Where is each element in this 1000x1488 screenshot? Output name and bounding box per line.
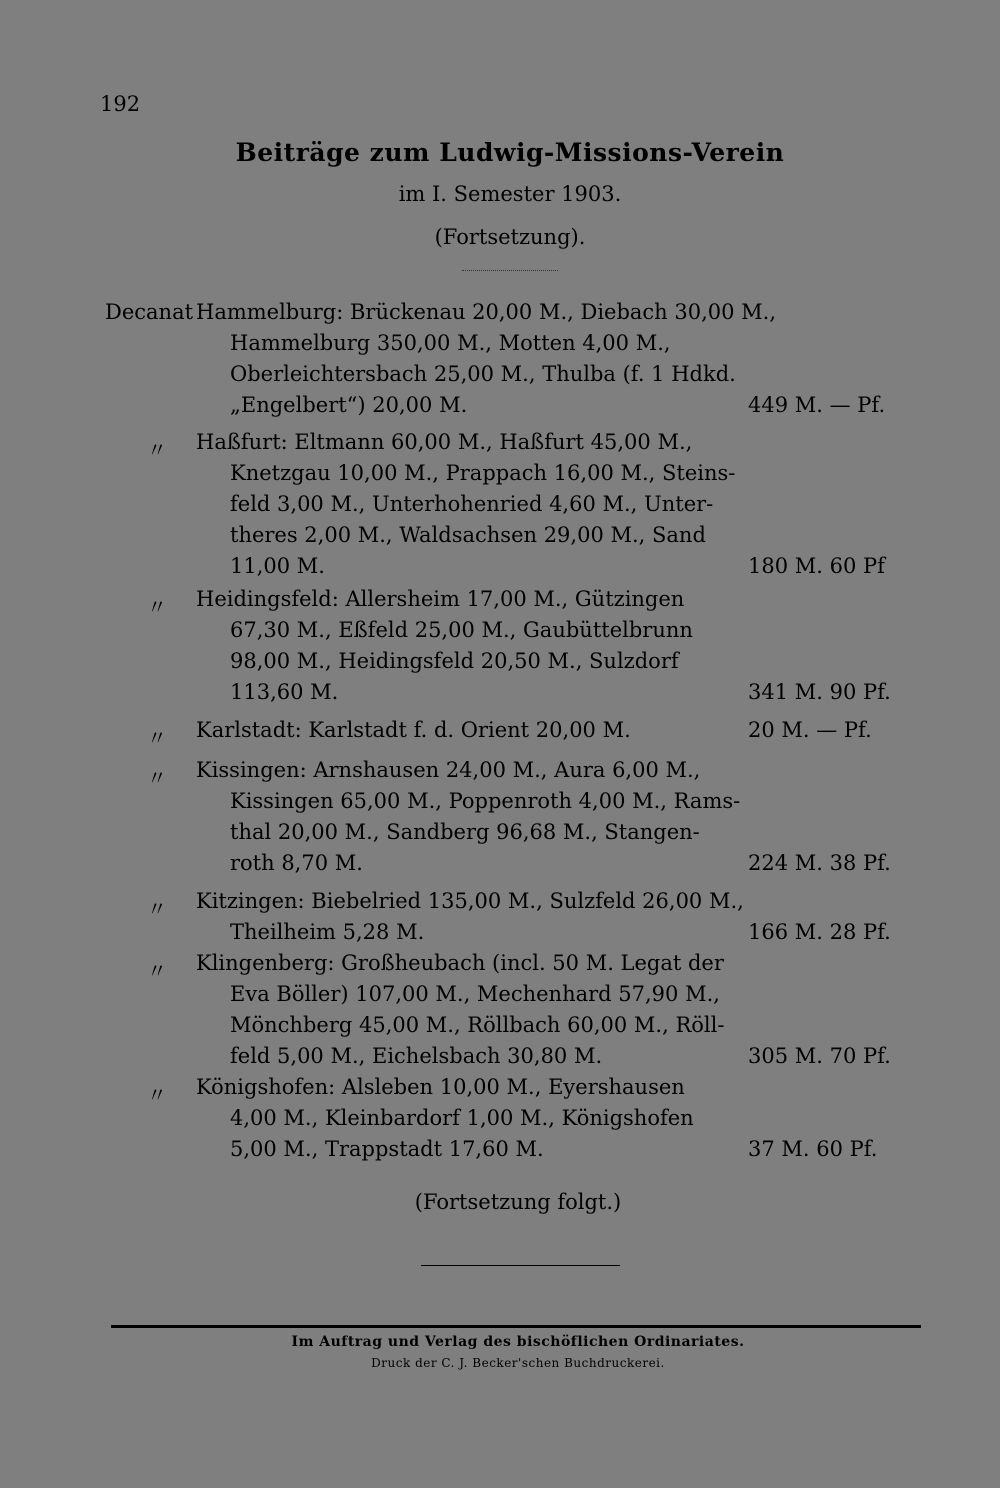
entry-line: 4,00 M., Kleinbardorf 1,00 M., Königshofen <box>230 1106 694 1130</box>
footer-rule <box>111 1325 921 1328</box>
entry-amount: 341 M. 90 Pf. <box>748 680 891 704</box>
entry-line: 98,00 M., Heidingsfeld 20,50 M., Sulzdorf <box>230 649 679 673</box>
imprint-publisher: Im Auftrag und Verlag des bischöflichen Ordinariates. <box>291 1334 745 1350</box>
ditto-mark: 〃 <box>147 726 167 750</box>
entry-line: Mönchberg 45,00 M., Röllbach 60,00 M., Röll- <box>230 1013 725 1037</box>
ditto-mark: 〃 <box>147 766 167 790</box>
entry-amount: 180 M. 60 Pf <box>748 554 885 578</box>
entry-amount: 224 M. 38 Pf. <box>748 851 891 875</box>
entry-line: Klingenberg: Großheubach (incl. 50 M. Legat der <box>196 951 724 975</box>
page-number: 192 <box>100 92 141 116</box>
ditto-mark: 〃 <box>147 438 167 462</box>
entry-line: Königshofen: Alsleben 10,00 M., Eyershausen <box>196 1075 685 1099</box>
page-title: Beiträge zum Ludwig-Missions-Verein <box>235 138 785 167</box>
entry-amount: 305 M. 70 Pf. <box>748 1044 891 1068</box>
ditto-mark: 〃 <box>147 897 167 921</box>
entry-line: 113,60 M. <box>230 680 339 704</box>
imprint-printer: Druck der C. J. Becker'schen Buchdruckerei. <box>371 1356 665 1370</box>
entry-line: Knetzgau 10,00 M., Prappach 16,00 M., Steins- <box>230 461 736 485</box>
continued-label: (Fortsetzung). <box>434 225 586 249</box>
entry-amount: 37 M. 60 Pf. <box>748 1137 878 1161</box>
entry-amount: 20 M. — Pf. <box>748 718 872 742</box>
entry-line: Hammelburg 350,00 M., Motten 4,00 M., <box>230 331 671 355</box>
entry-line: Kitzingen: Biebelried 135,00 M., Sulzfeld 26,00 M., <box>196 889 744 913</box>
entry-line: Heidingsfeld: Allersheim 17,00 M., Gützingen <box>196 587 685 611</box>
entry-line: Eva Böller) 107,00 M., Mechenhard 57,90 M., <box>230 982 720 1006</box>
entry-line: Hammelburg: Brückenau 20,00 M., Diebach 30,00 M., <box>196 300 777 324</box>
section-rule <box>421 1265 620 1266</box>
ditto-mark: 〃 <box>147 595 167 619</box>
entry-line: Theilheim 5,28 M. <box>230 920 425 944</box>
entry-line: Karlstadt: Karlstadt f. d. Orient 20,00 M. <box>196 718 631 742</box>
entry-line: roth 8,70 M. <box>230 851 363 875</box>
entry-line: „Engelbert“) 20,00 M. <box>230 393 468 417</box>
entry-amount: 449 M. — Pf. <box>748 393 886 417</box>
entry-line: Kissingen: Arnshausen 24,00 M., Aura 6,00 M., <box>196 758 701 782</box>
page-subtitle: im I. Semester 1903. <box>398 182 622 206</box>
entry-line: Kissingen 65,00 M., Poppenroth 4,00 M., Rams- <box>230 789 741 813</box>
ditto-mark: 〃 <box>147 1083 167 1107</box>
continued-footer: (Fortsetzung folgt.) <box>414 1190 622 1214</box>
entry-line: 5,00 M., Trappstadt 17,60 M. <box>230 1137 544 1161</box>
ditto-mark: 〃 <box>147 959 167 983</box>
entry-line: feld 3,00 M., Unterhohenried 4,60 M., Unter- <box>230 492 714 516</box>
entry-line: theres 2,00 M., Waldsachsen 29,00 M., Sand <box>230 523 706 547</box>
entry-line: Oberleichtersbach 25,00 M., Thulba (f. 1 Hdkd. <box>230 362 736 386</box>
entry-amount: 166 M. 28 Pf. <box>748 920 891 944</box>
entry-line: Haßfurt: Eltmann 60,00 M., Haßfurt 45,00 M., <box>196 430 693 454</box>
entry-line: feld 5,00 M., Eichelsbach 30,80 M. <box>230 1044 603 1068</box>
entry-line: 11,00 M. <box>230 554 325 578</box>
entry-line: 67,30 M., Eßfeld 25,00 M., Gaubüttelbrunn <box>230 618 693 642</box>
decanat-label: Decanat <box>105 300 194 324</box>
entry-line: thal 20,00 M., Sandberg 96,68 M., Stangen- <box>230 820 700 844</box>
ornament-divider <box>462 270 558 271</box>
